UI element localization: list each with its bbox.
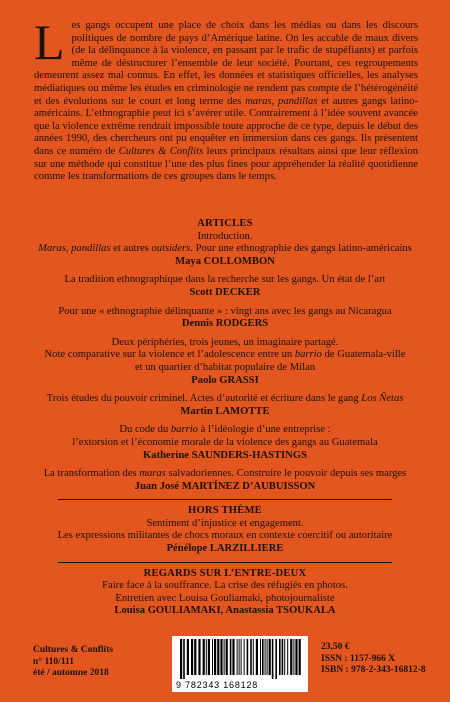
isbn: ISBN : 978-2-343-16812-8 <box>321 665 426 675</box>
barcode-bar <box>265 639 266 675</box>
barcode-bars <box>172 636 308 680</box>
barcode-bar <box>187 639 189 675</box>
barcode-bar <box>217 639 219 675</box>
entry-title: Faire face à la souffrance. La crise des réfugiés en photos. Entretien avec Louisa Gouliamaki, photojournaliste <box>102 580 348 604</box>
barcode-bar <box>232 639 234 675</box>
articles-list <box>22 231 428 494</box>
barcode-bar <box>299 639 301 675</box>
entry-author: Paolo GRASSI <box>191 374 259 386</box>
barcode-bar <box>180 639 182 679</box>
divider <box>58 499 392 500</box>
barcode-digits: 9 782343 168128 <box>176 680 259 690</box>
barcode <box>172 636 308 692</box>
barcode-bar <box>230 639 232 675</box>
issue-number: n° 110/111 <box>33 656 75 667</box>
table-of-contents <box>22 218 428 624</box>
journal-info <box>33 645 113 680</box>
hors-theme-list <box>22 518 428 556</box>
barcode-bar <box>183 639 185 679</box>
issue-season: été / automne 2018 <box>33 668 109 678</box>
barcode-bar <box>198 639 200 675</box>
barcode-bar <box>206 639 207 675</box>
drop-cap: L <box>34 14 65 70</box>
barcode-bar <box>282 639 284 675</box>
barcode-bar <box>253 639 254 675</box>
entry-title: La tradition ethnographique dans la recherche sur les gangs. Un état de l’art <box>64 274 386 286</box>
regards-list <box>22 580 428 618</box>
entry-author: Pénélope LARZILLIERE <box>166 543 284 555</box>
articles-heading: ARTICLES <box>197 218 253 229</box>
entry-author: Juan José MARTÍNEZ D’AUBUISSON <box>134 480 316 492</box>
issn: ISSN : 1157-966 X <box>321 653 396 664</box>
barcode-bar <box>267 639 268 675</box>
barcode-bar <box>214 639 216 675</box>
barcode-bar <box>256 639 258 675</box>
entry-title: Introduction. Maras, pandillas et autres outsiders. Pour une ethnographie des gangs latino-américains <box>38 230 412 255</box>
entry-author: Katherine SAUNDERS-HASTINGS <box>143 449 307 461</box>
barcode-bar <box>247 639 249 675</box>
toc-entry <box>22 580 428 618</box>
journal-name: Cultures & Conflits <box>33 645 114 655</box>
barcode-bar <box>272 639 274 679</box>
toc-entry <box>22 518 428 556</box>
barcode-bar <box>203 639 205 675</box>
entry-author: Maya COLLOMBON <box>175 255 275 267</box>
barcode-bar <box>212 639 213 675</box>
barcode-bar <box>279 639 281 675</box>
barcode-bar <box>287 639 288 675</box>
intro-text: es gangs occupent une place de choix dans les médias ou dans les discours politiques de nombre de pays d’Amérique latine. On les accable de maux divers (de la délinquance à la violence, en passant par le trafic de stupéfiants) et parfois même de déstructurer l’ensemble de leur société. Pourtant, ces regroupements demeurent assez mal connus. En effet, les données et statistiques officielles, les analyses médiatiques ou même les études en criminologie ne rendent pas compte de l’hétérogénéité et des évolutions sur le court et long terme des maras, pandillas et autres gangs latino-américains. L’ethnographie peut ici s’avérer utile. Contrairement à l’idée souvent avancée que la violence extrême rendrait impossible toute approche de ce type, depuis le début des années 1990, des chercheurs ont pu enquêter en immersion dans ces gangs. Ils présentent dans ce numéro de Cultures & Conflits leurs principaux résultats ainsi que leur réflexion sur une méthode qui constitue l’une des plus fines pour appréhender la réalité quotidienne comme les transformations de ces groupes dans le temps. <box>34 20 419 183</box>
toc-entry <box>22 468 428 493</box>
price: 23,50 € <box>321 642 350 652</box>
barcode-bar <box>284 639 285 675</box>
barcode-bar <box>269 639 271 675</box>
barcode-bar <box>293 639 294 675</box>
barcode-bar <box>295 639 297 675</box>
toc-entry <box>22 424 428 462</box>
barcode-bar <box>262 639 264 675</box>
entry-author: Dennis RODGERS <box>181 318 269 330</box>
back-cover-intro <box>34 14 419 184</box>
barcode-bar <box>239 639 240 675</box>
barcode-bar <box>244 639 245 675</box>
entry-title: Pour une « ethnographie délinquante » : vingt ans avec les gangs au Nicaragua <box>58 305 392 317</box>
toc-entry <box>22 393 428 418</box>
barcode-bar <box>275 639 277 679</box>
entry-title: Sentiment d’injustice et engagement. Les expressions militantes de chocs moraux en contexte coercitif ou autoritaire <box>57 517 393 542</box>
price-block <box>321 642 426 677</box>
entry-author: Scott DECKER <box>189 286 261 298</box>
toc-entry <box>22 231 428 269</box>
barcode-bar <box>237 639 238 675</box>
entry-title: Du code du barrio à l’idéologie d’une entreprise : l’extorsion et l’économie morale de la violence des gangs au Guatemala <box>72 424 378 448</box>
entry-author: Louisa GOULIAMAKI, Anastassia TSOUKALA <box>114 605 336 617</box>
barcode-bar <box>241 639 242 675</box>
entry-title: Trois études du pouvoir criminel. Actes d’autorité et écriture dans le gang Los Ñetas <box>46 393 404 405</box>
entry-title: La transformation des maras salvadoriennes. Construire le pouvoir depuis ses marges <box>43 468 407 480</box>
barcode-bar <box>260 639 261 675</box>
barcode-bar <box>208 639 210 675</box>
barcode-bar <box>250 639 252 675</box>
barcode-bar <box>191 639 193 675</box>
barcode-bar <box>220 639 222 675</box>
barcode-bar <box>224 639 225 675</box>
entry-author: Martin LAMOTTE <box>180 405 270 417</box>
barcode-bar <box>290 639 292 675</box>
regards-heading: REGARDS SUR L’ENTRE-DEUX <box>143 567 307 579</box>
divider <box>58 562 392 563</box>
hors-theme-heading: HORS THÈME <box>188 505 262 517</box>
barcode-bar <box>194 639 196 675</box>
barcode-bar <box>226 639 228 675</box>
toc-entry <box>22 337 428 387</box>
toc-entry <box>22 274 428 299</box>
toc-entry <box>22 306 428 331</box>
entry-title: Deux périphéries, trois jeunes, un imaginaire partagé. Note comparative sur la violence et l’adolescence entre un barrio de Guatemala-ville et un quartier d’habitat populaire de Milan <box>44 336 406 373</box>
